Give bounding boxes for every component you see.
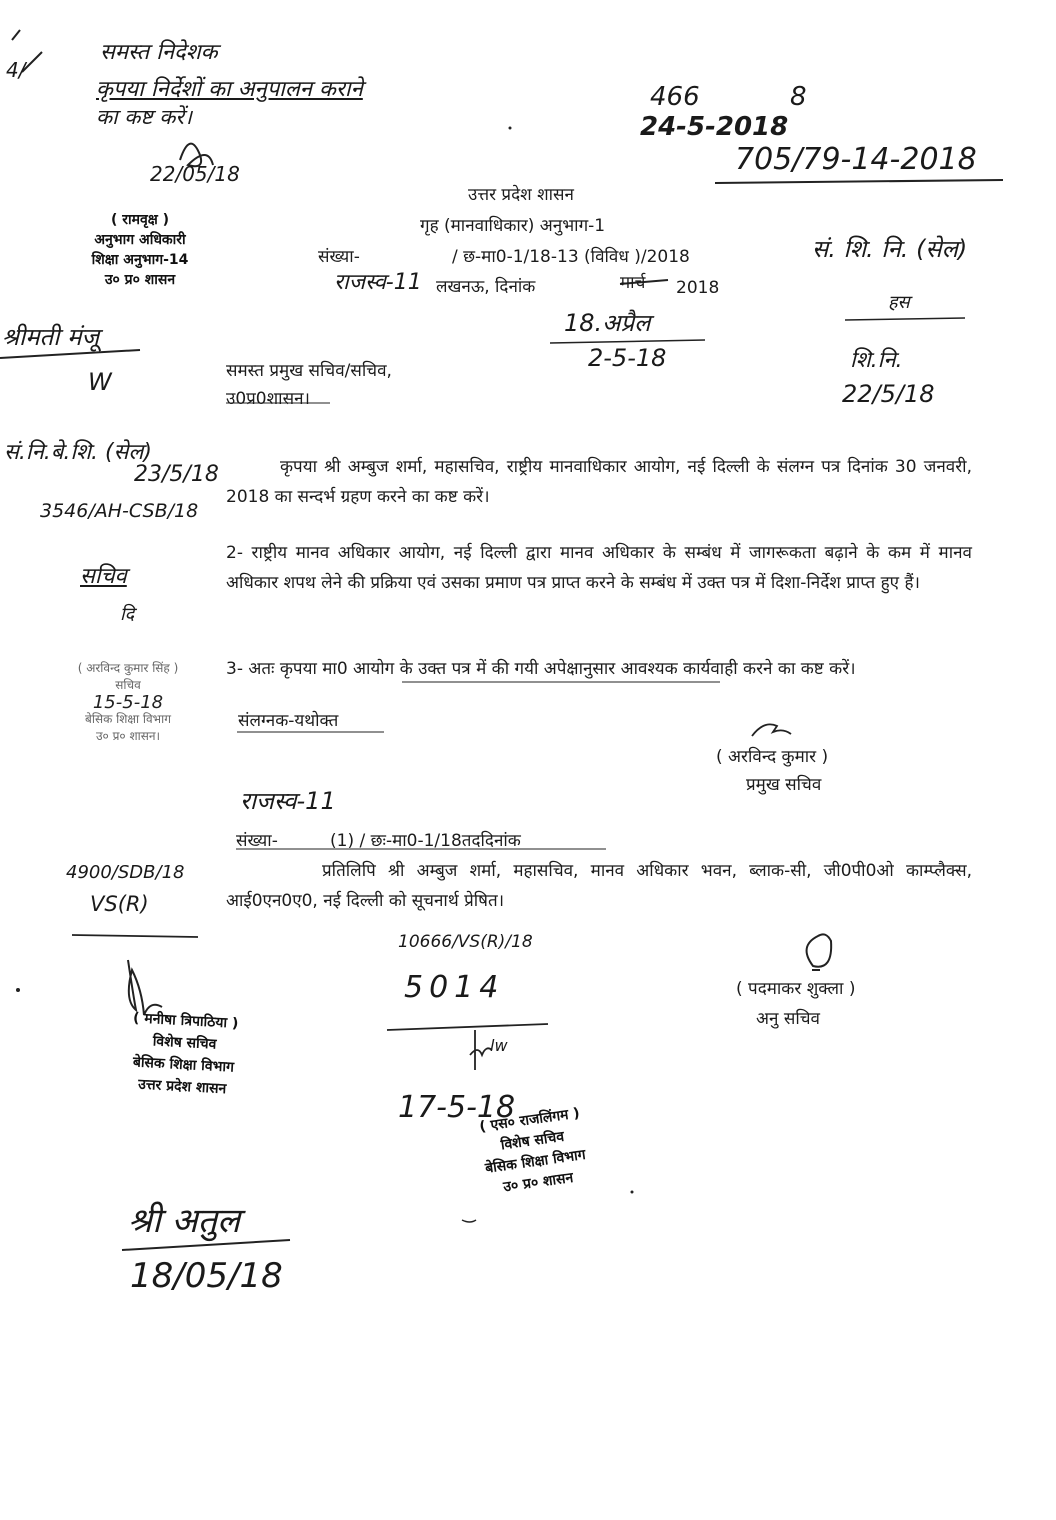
officer-designation: अनुभाग अधिकारी	[94, 232, 186, 248]
signatory1-name: ( अरविन्द कुमार )	[716, 747, 829, 767]
officer-name: ( रामवृक्ष )	[110, 212, 170, 228]
header-number-label: संख्या-	[318, 247, 360, 267]
officer-stamp	[60, 210, 220, 290]
faint-stamp-line3: बेसिक शिक्षा विभाग	[85, 712, 171, 726]
speck	[462, 1220, 476, 1222]
faint-stamp	[48, 660, 208, 745]
left-note-2: सं.नि.बे.शि. (सेल)	[4, 440, 152, 465]
top-note-line3: का कष्ट करें।	[96, 105, 192, 129]
hand-number: राजस्व-11	[334, 270, 422, 295]
header-department: गृह (मानवाधिकार) अनुभाग-1	[420, 216, 606, 236]
speck	[509, 127, 512, 130]
enclosure: संलग्नक-यथोक्त	[238, 711, 339, 731]
manisha-govt: उत्तर प्रदेश शासन	[137, 1076, 227, 1098]
right-sign-date: 22/5/18	[842, 380, 935, 408]
rajalingam-dept: बेसिक शिक्षा विभाग	[484, 1146, 587, 1177]
left-ref-2: 4900/SDB/18	[66, 862, 185, 883]
manisha-designation: विशेष सचिव	[152, 1033, 217, 1053]
faint-stamp-line1: ( अरविन्द कुमार सिंह )	[77, 661, 179, 675]
header-place-date: लखनऊ, दिनांक	[436, 277, 536, 297]
receipt-suffix: 8	[790, 82, 807, 112]
speck	[631, 1191, 634, 1194]
mid-ref: 10666/VS(R)/18	[398, 932, 533, 952]
right-note: सं. शि. नि. (सेल)	[812, 235, 968, 263]
right-sign-word: शि.नि.	[850, 348, 903, 373]
mid-signature	[470, 1030, 492, 1070]
top-note-line2: कृपया निर्देशों का अनुपालन कराने	[96, 77, 363, 102]
signatory2-name: ( पदमाकर शुक्ला )	[736, 979, 856, 999]
struck-month: मार्च	[620, 273, 646, 293]
body-para3: 3- अतः कृपया मा0 आयोग के उक्त पत्र में की गयी अपेक्षानुसार आवश्यक कार्यवाही करने का कष्ट करें।	[226, 659, 856, 679]
header-state: उत्तर प्रदेश शासन	[468, 185, 574, 205]
address-govt: उ0प्र0शासन।	[226, 389, 310, 409]
left-note-2-date: 23/5/18	[134, 462, 219, 487]
mid-date: 17-5-18	[398, 1090, 516, 1125]
margin-mark: 4/	[6, 58, 26, 82]
speck	[16, 988, 20, 992]
mid-initial: lw	[490, 1036, 508, 1055]
copy-number-value: (1) / छः-मा0-1/18तददिनांक	[330, 831, 521, 851]
receipt-date: 24-5-2018	[640, 112, 789, 142]
header-number-value: / छ-मा0-1/18-13 (विविध )/2018	[452, 247, 690, 267]
padmakar-signature	[807, 934, 832, 970]
address-to: समस्त प्रमुख सचिव/सचिव,	[226, 361, 392, 381]
manisha-name: ( मनीषा त्रिपाठिया )	[132, 1010, 239, 1032]
bottom-signature-date: 18/05/18	[130, 1256, 283, 1296]
date-2-5-18: 2-5-18	[588, 344, 667, 372]
rajalingam-govt: उ० प्र० शासन	[502, 1169, 575, 1196]
file-number-underline	[715, 180, 1003, 183]
copy-number-label: संख्या-	[236, 831, 278, 851]
receipt-number: 466	[650, 82, 700, 112]
left-ref: 3546/AH-CSB/18	[40, 500, 199, 522]
file-number: 705/79-14-2018	[735, 142, 977, 177]
right-initial: हस	[888, 292, 910, 313]
mid-num: 5014	[404, 970, 505, 1005]
signatory1-designation: प्रमुख सचिव	[746, 775, 822, 795]
copy-text: प्रतिलिपि श्री अम्बुज शर्मा, महासचिव, मानव अधिकार भवन, ब्लाक-सी, जी0पी0ओ काम्प्लैक्स, आई0एन0ए0, नई दिल्ली को सूचनार्थ प्रेषित।	[226, 861, 972, 911]
mid-divider	[387, 1024, 548, 1030]
header-year: 2018	[676, 278, 720, 298]
bottom-signature: श्री अतुल	[128, 1201, 241, 1241]
left-note-1b: W	[88, 368, 112, 396]
left-note-1: श्रीमती मंजू	[2, 323, 100, 351]
faint-stamp-line4: उ० प्र० शासन।	[95, 729, 161, 743]
top-note-date: 22/05/18	[150, 162, 240, 186]
faint-stamp-handdate: 15-5-18	[92, 692, 164, 713]
faint-stamp-line2: सचिव	[115, 678, 141, 692]
left-sachiv-initial: दि	[120, 604, 135, 625]
rajalingam-name: ( एस० राजलिंगम )	[478, 1105, 581, 1136]
date-underline	[550, 340, 705, 343]
rasam-2: राजस्व-11	[240, 787, 336, 815]
top-note-line1: समस्त निदेशक	[100, 40, 218, 65]
body-para2: 2- राष्ट्रीय मानव अधिकार आयोग, नई दिल्ली द्वारा मानव अधिकार के सम्बंध में जागरूकता बढ़ाने के कम में मानव अधिकार शपथ लेने की प्रक्रिया एवं उसका प्रमाण पत्र प्राप्त करने के सम्बंध में उक्त पत्र में दिशा-निर्देश प्राप्त हुए हैं।	[226, 543, 972, 593]
manisha-dept: बेसिक शिक्षा विभाग	[132, 1054, 235, 1076]
manisha-stamp	[82, 1005, 286, 1103]
date-18-april: 18.अप्रैल	[564, 309, 651, 337]
left-divider	[72, 935, 198, 937]
signatory1-signature	[752, 724, 791, 736]
signatory2-designation: अनु सचिव	[756, 1009, 820, 1029]
left-sachiv: सचिव	[80, 564, 127, 589]
body-para1: कृपया श्री अम्बुज शर्मा, महासचिव, राष्ट्रीय मानवाधिकार आयोग, नई दिल्ली के संलग्न पत्र दिनांक 30 जनवरी, 2018 का सन्दर्भ ग्रहण करने का कष्ट करें।	[226, 457, 972, 507]
left-ref-2b: VS(R)	[90, 892, 149, 916]
right-note-underline	[845, 318, 965, 320]
officer-govt: उ० प्र० शासन	[104, 272, 176, 288]
officer-section: शिक्षा अनुभाग-14	[91, 252, 189, 268]
rajalingam-designation: विशेष सचिव	[499, 1128, 566, 1154]
